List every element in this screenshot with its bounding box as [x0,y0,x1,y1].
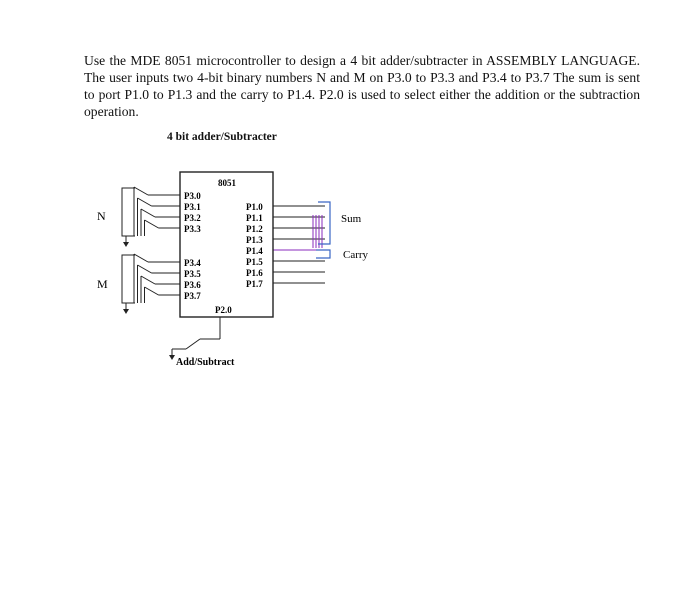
select-ground-icon [169,355,175,360]
port-p1-0: P1.0 [246,202,263,212]
chip-label: 8051 [218,178,236,188]
sum-label: Sum [341,213,362,225]
port-p3-2: P3.2 [184,213,201,223]
diagram-title: 4 bit adder/Subtracter [167,131,277,143]
port-p3-4: P3.4 [184,258,201,268]
port-p1-5: P1.5 [246,257,263,267]
port-p3-1: P3.1 [184,202,201,212]
m-switch-gnd-ground-icon [123,309,129,314]
n-switch-gnd-ground-icon [123,242,129,247]
n-switch-switch-lever-2 [141,209,155,217]
input-m-label: M [97,277,108,291]
port-p2-0: P2.0 [215,305,232,315]
n-switch-switch-lever-0 [134,187,148,195]
port-p3-0: P3.0 [184,191,201,201]
select-label: Add/Subtract [176,357,235,368]
port-p1-1: P1.1 [246,213,263,223]
n-switch-bus-bracket [122,188,135,236]
input-n-label: N [97,209,106,223]
port-p1-7: P1.7 [246,279,263,289]
port-p1-6: P1.6 [246,268,263,278]
wires [122,187,330,360]
problem-statement: Use the MDE 8051 microcontroller to design a 4 bit adder/subtracter in ASSEMBLY LANGUAGE. The user inputs two 4-bit binary numbers N and M on P3.0 to P3.3 and P3.4 to P3.7 The sum is sent to port P1.0 to P1.3 and the carry to P1.4. P2.0 is used to select either the addition or the subtraction operation. [84,53,640,119]
m-switch-bus-bracket [122,255,135,303]
port-p1-3: P1.3 [246,235,263,245]
sum-bracket [318,202,330,244]
m-switch-switch-lever-3 [145,287,159,295]
m-switch-switch-lever-1 [138,265,152,273]
n-switch-switch-lever-1 [138,198,152,206]
port-p3-3: P3.3 [184,224,201,234]
n-switch-switch-lever-3 [145,220,159,228]
carry-bracket [316,250,330,258]
carry-label: Carry [343,249,369,261]
port-p1-2: P1.2 [246,224,263,234]
port-p3-6: P3.6 [184,280,201,290]
m-switch-switch-lever-0 [134,254,148,262]
select-switch-lever [186,339,200,349]
port-p1-4: P1.4 [246,246,263,256]
m-switch-switch-lever-2 [141,276,155,284]
port-p3-7: P3.7 [184,291,201,301]
port-p3-5: P3.5 [184,269,201,279]
